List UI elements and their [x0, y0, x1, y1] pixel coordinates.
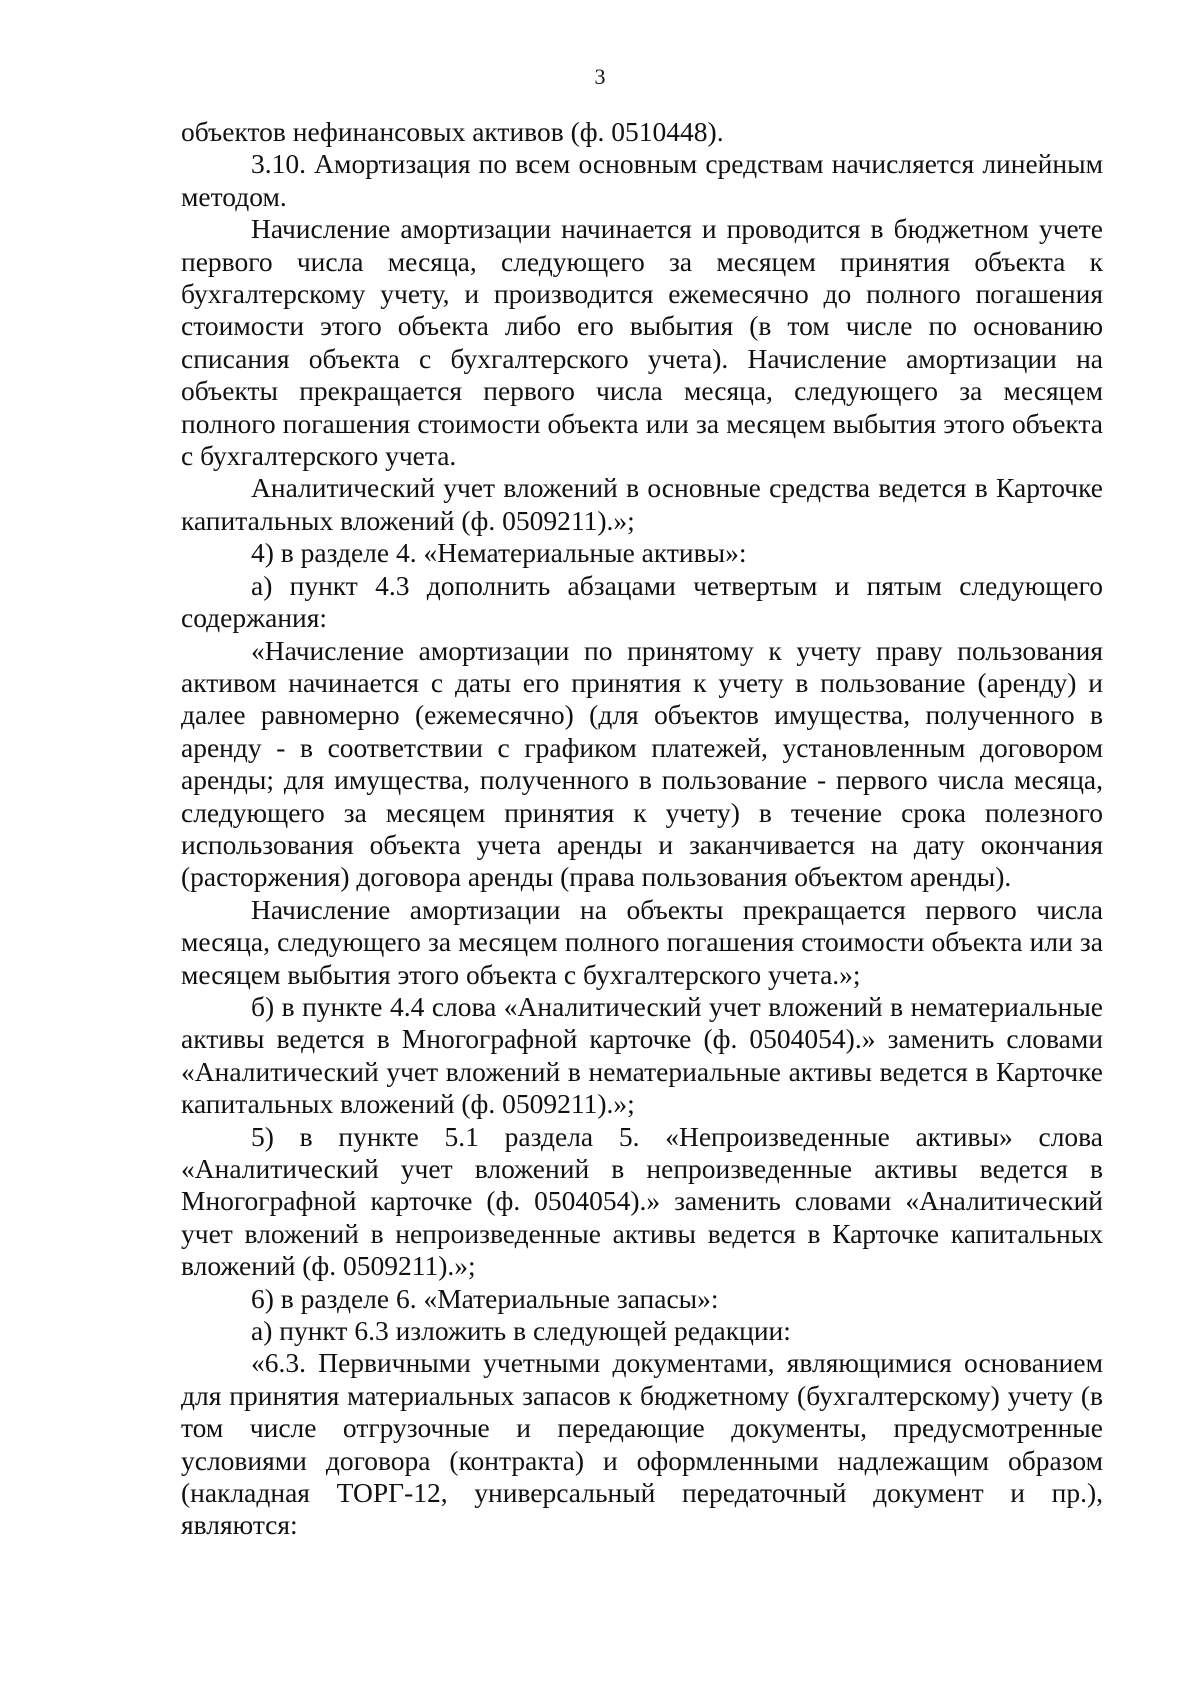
paragraph-6-3: «6.3. Первичными учетными документами, являющимися основанием для принятия материальных запасов к бюджетному (бухгалтерскому) учету (в том числе отгрузочные и передающие документы, предусмотренные условиями договора (контракта) и оформленными надлежащим образом (накладная ТОРГ-12, универсальный передаточный документ и пр.), являются: [181, 1347, 1103, 1541]
paragraph-continuation: объектов нефинансовых активов (ф. 0510448). [181, 116, 724, 147]
paragraph-item-5: 5) в пункте 5.1 раздела 5. «Непроизведенные активы» слова «Аналитический учет вложений в непроизведенные активы ведется в Многографной карточке (ф. 0504054).» заменить словами «Аналитический учет вложений в непроизведенные активы ведется в Карточке капитальных вложений (ф. 0509211).»; [181, 1120, 1103, 1282]
paragraph-item-4: 4) в разделе 4. «Нематериальные активы»: [251, 537, 747, 569]
paragraph-depreciation-start: Начисление амортизации начинается и проводится в бюджетном учете первого числа месяца, следующего за месяцем принятия объекта к бухгалтерскому учету, и производится ежемесячно до полного погашения стоимости этого объекта либо его выбытия (в том числе по основанию списания объекта с бухгалтерского учета). Начисление амортизации на объекты прекращается первого числа месяца, следующего за месяцем полного погашения стоимости объекта или за месяцем выбытия этого объекта с бухгалтерского учета. [181, 213, 1103, 472]
paragraph-item-6: 6) в разделе 6. «Материальные запасы»: [251, 1282, 719, 1314]
paragraph-item-4a: а) пункт 4.3 дополнить абзацами четвертым и пятым следующего содержания: [181, 569, 1103, 634]
paragraph-analytical-accounting-fixed-assets: Аналитический учет вложений в основные средства ведется в Карточке капитальных вложений (ф. 0509211).»; [181, 472, 1103, 536]
paragraph-depreciation-stop: Начисление амортизации на объекты прекращается первого числа месяца, следующего за месяцем полного погашения стоимости объекта или за месяцем выбытия этого объекта с бухгалтерского учета.»; [181, 893, 1103, 990]
paragraph-item-6a: а) пункт 6.3 изложить в следующей редакции: [251, 1315, 791, 1347]
page-number: 3 [594, 64, 606, 89]
paragraph-3-10: 3.10. Амортизация по всем основным средствам начисляется линейным методом. [181, 148, 1103, 212]
paragraph-item-4b: б) в пункте 4.4 слова «Аналитический учет вложений в нематериальные активы ведется в Многографной карточке (ф. 0504054).» заменить словами «Аналитический учет вложений в нематериальные активы ведется в Карточке капитальных вложений (ф. 0509211).»; [181, 990, 1103, 1120]
document-body [181, 116, 1103, 1542]
paragraph-right-of-use-depreciation: «Начисление амортизации по принятому к учету праву пользования активом начинается с даты его принятия к учету в пользование (аренду) и далее равномерно (ежемесячно) (для объектов имущества, полученного в аренду - в соответствии с графиком платежей, установленным договором аренды; для имущества, полученного в пользование - первого числа месяца, следующего за месяцем принятия к учету) в течение срока полезного использования объекта учета аренды и заканчивается на дату окончания (расторжения) договора аренды (права пользования объектом аренды). [181, 634, 1103, 893]
